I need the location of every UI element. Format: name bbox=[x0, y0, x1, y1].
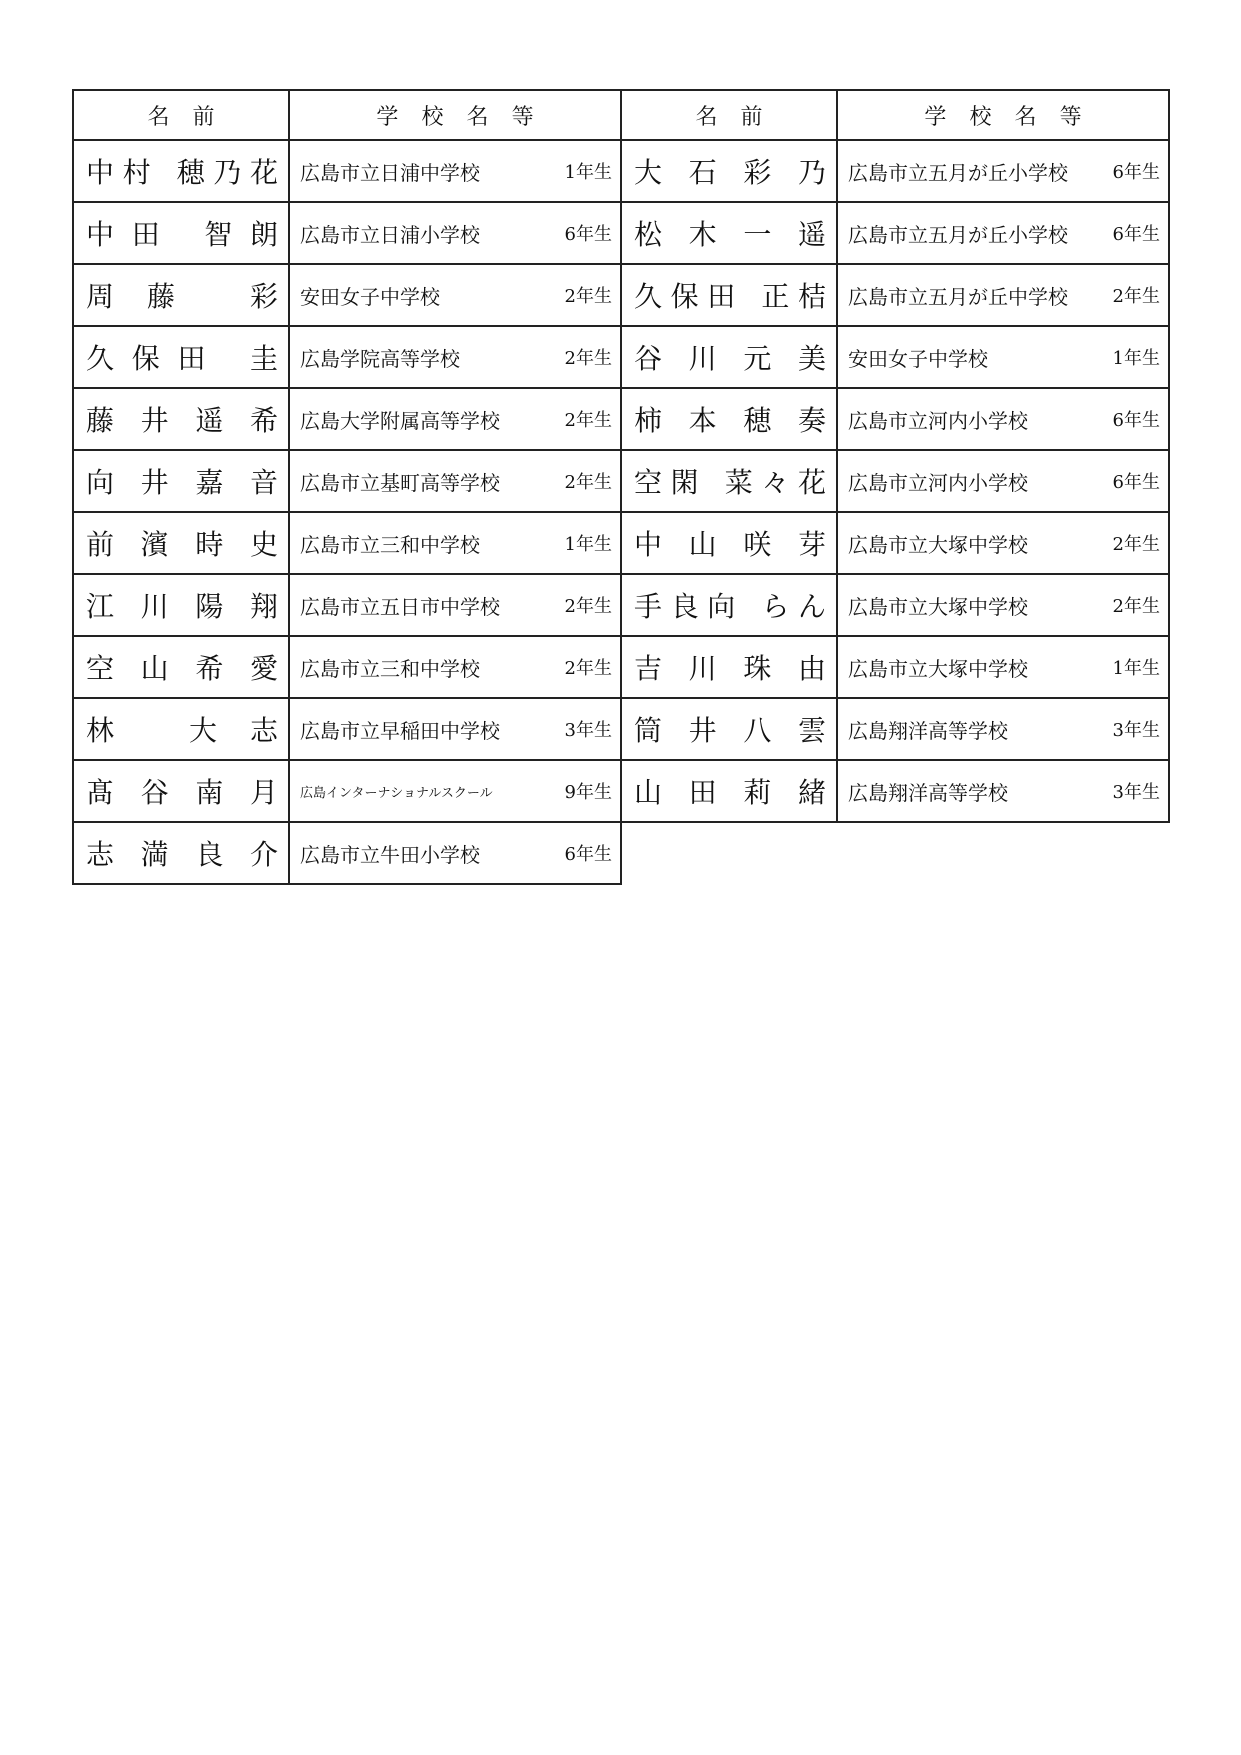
school-name: 広島学院高等学校 bbox=[300, 346, 460, 371]
grade-label: 6年生 bbox=[1112, 410, 1160, 431]
school-cell-right bbox=[838, 327, 1170, 389]
student-name-left bbox=[74, 141, 290, 203]
school-cell-left bbox=[290, 203, 622, 265]
school-name: 広島市立河内小学校 bbox=[848, 408, 1028, 433]
student-name-left bbox=[74, 699, 290, 761]
grade-label: 2年生 bbox=[564, 286, 612, 307]
grade-label: 2年生 bbox=[1112, 596, 1160, 617]
student-name-left bbox=[74, 637, 290, 699]
grade-label: 2年生 bbox=[564, 658, 612, 679]
grade-label: 2年生 bbox=[564, 472, 612, 493]
student-name-right bbox=[622, 141, 838, 203]
student-name-text: 谷川元美 bbox=[634, 342, 826, 375]
student-name-text: 前濱時史 bbox=[86, 528, 278, 561]
school-cell-left bbox=[290, 761, 622, 823]
grade-label: 6年生 bbox=[1112, 224, 1160, 245]
header-name-right: 名前 bbox=[622, 91, 838, 141]
school-cell-right bbox=[838, 575, 1170, 637]
student-name-text: 大石彩乃 bbox=[634, 156, 826, 189]
school-cell-left bbox=[290, 265, 622, 327]
student-name-text: 江川陽翔 bbox=[86, 590, 278, 623]
grade-label: 2年生 bbox=[1112, 286, 1160, 307]
school-name: 広島市立三和中学校 bbox=[300, 656, 480, 681]
grade-label: 6年生 bbox=[564, 224, 612, 245]
school-name: 広島翔洋高等学校 bbox=[848, 718, 1008, 743]
school-cell-left bbox=[290, 389, 622, 451]
school-name: 広島インターナショナルスクール bbox=[300, 785, 493, 801]
school-cell-right bbox=[838, 203, 1170, 265]
student-name-text: 筒井八雲 bbox=[634, 714, 826, 747]
school-name: 広島市立大塚中学校 bbox=[848, 656, 1028, 681]
student-name-text: 中山咲芽 bbox=[634, 528, 826, 561]
school-cell-right bbox=[838, 265, 1170, 327]
grade-label: 1年生 bbox=[1112, 658, 1160, 679]
student-name-text: 周藤 彩 bbox=[86, 280, 278, 313]
student-name-right bbox=[622, 203, 838, 265]
school-cell-left bbox=[290, 637, 622, 699]
student-name-text: 吉川珠由 bbox=[634, 652, 826, 685]
school-name: 安田女子中学校 bbox=[300, 284, 440, 309]
grade-label: 3年生 bbox=[1112, 782, 1160, 803]
school-name: 広島市立三和中学校 bbox=[300, 532, 480, 557]
school-cell-left bbox=[290, 327, 622, 389]
school-name: 広島市立五日市中学校 bbox=[300, 594, 500, 619]
empty-cell bbox=[838, 823, 1170, 885]
grade-label: 2年生 bbox=[564, 596, 612, 617]
student-name-right bbox=[622, 389, 838, 451]
student-name-left bbox=[74, 265, 290, 327]
student-name-text: 松木一遥 bbox=[634, 218, 826, 251]
student-name-text: 向井嘉音 bbox=[86, 466, 278, 499]
roster-table bbox=[72, 89, 1170, 885]
school-name: 広島市立五月が丘中学校 bbox=[848, 284, 1068, 309]
student-name-text: 久保田 正桔 bbox=[634, 280, 826, 313]
school-cell-right bbox=[838, 513, 1170, 575]
school-cell-right bbox=[838, 451, 1170, 513]
header-name-left: 名前 bbox=[74, 91, 290, 141]
school-name: 広島市立大塚中学校 bbox=[848, 532, 1028, 557]
grade-label: 1年生 bbox=[1112, 348, 1160, 369]
school-name: 広島市立基町高等学校 bbox=[300, 470, 500, 495]
school-name: 広島大学附属高等学校 bbox=[300, 408, 500, 433]
student-name-text: 柿本穂奏 bbox=[634, 404, 826, 437]
school-name: 広島市立大塚中学校 bbox=[848, 594, 1028, 619]
student-name-left bbox=[74, 451, 290, 513]
student-name-right bbox=[622, 575, 838, 637]
header-school-right: 学校名等 bbox=[838, 91, 1170, 141]
school-cell-right bbox=[838, 761, 1170, 823]
student-name-left bbox=[74, 389, 290, 451]
school-name: 安田女子中学校 bbox=[848, 346, 988, 371]
grade-label: 1年生 bbox=[564, 162, 612, 183]
school-name: 広島市立牛田小学校 bbox=[300, 842, 480, 867]
grade-label: 6年生 bbox=[1112, 472, 1160, 493]
school-cell-left bbox=[290, 451, 622, 513]
student-name-left bbox=[74, 823, 290, 885]
grade-label: 2年生 bbox=[564, 348, 612, 369]
student-name-right bbox=[622, 327, 838, 389]
student-name-text: 志満良介 bbox=[86, 838, 278, 871]
school-name: 広島市立日浦中学校 bbox=[300, 160, 480, 185]
student-name-text: 手良向 らん bbox=[634, 590, 826, 623]
school-cell-left bbox=[290, 823, 622, 885]
school-name: 広島市立五月が丘小学校 bbox=[848, 222, 1068, 247]
student-name-left bbox=[74, 761, 290, 823]
school-cell-right bbox=[838, 637, 1170, 699]
grade-label: 1年生 bbox=[564, 534, 612, 555]
student-name-text: 林 大志 bbox=[86, 714, 278, 747]
student-name-text: 中村 穂乃花 bbox=[86, 156, 278, 189]
student-name-text: 藤井遥希 bbox=[86, 404, 278, 437]
school-name: 広島市立河内小学校 bbox=[848, 470, 1028, 495]
grade-label: 3年生 bbox=[564, 720, 612, 741]
student-name-text: 山田莉緒 bbox=[634, 776, 826, 809]
school-name: 広島市立日浦小学校 bbox=[300, 222, 480, 247]
student-name-right bbox=[622, 637, 838, 699]
school-cell-right bbox=[838, 699, 1170, 761]
student-name-left bbox=[74, 203, 290, 265]
header-school-left: 学校名等 bbox=[290, 91, 622, 141]
school-name: 広島翔洋高等学校 bbox=[848, 780, 1008, 805]
grade-label: 3年生 bbox=[1112, 720, 1160, 741]
school-name: 広島市立早稲田中学校 bbox=[300, 718, 500, 743]
grade-label: 6年生 bbox=[1112, 162, 1160, 183]
empty-cell bbox=[622, 823, 838, 885]
student-name-right bbox=[622, 451, 838, 513]
grade-label: 2年生 bbox=[1112, 534, 1160, 555]
student-name-text: 久保田 圭 bbox=[86, 342, 278, 375]
student-name-right bbox=[622, 265, 838, 327]
school-cell-left bbox=[290, 699, 622, 761]
student-name-right bbox=[622, 513, 838, 575]
school-cell-left bbox=[290, 141, 622, 203]
student-name-left bbox=[74, 575, 290, 637]
school-cell-right bbox=[838, 141, 1170, 203]
student-name-text: 空山希愛 bbox=[86, 652, 278, 685]
grade-label: 2年生 bbox=[564, 410, 612, 431]
student-name-left bbox=[74, 513, 290, 575]
student-name-text: 空閑 菜々花 bbox=[634, 466, 826, 499]
school-cell-left bbox=[290, 513, 622, 575]
student-name-right bbox=[622, 761, 838, 823]
grade-label: 6年生 bbox=[564, 844, 612, 865]
student-name-text: 中田 智朗 bbox=[86, 218, 278, 251]
student-name-text: 髙谷南月 bbox=[86, 776, 278, 809]
school-cell-right bbox=[838, 389, 1170, 451]
student-name-left bbox=[74, 327, 290, 389]
grade-label: 9年生 bbox=[564, 782, 612, 803]
school-name: 広島市立五月が丘小学校 bbox=[848, 160, 1068, 185]
school-cell-left bbox=[290, 575, 622, 637]
student-name-right bbox=[622, 699, 838, 761]
